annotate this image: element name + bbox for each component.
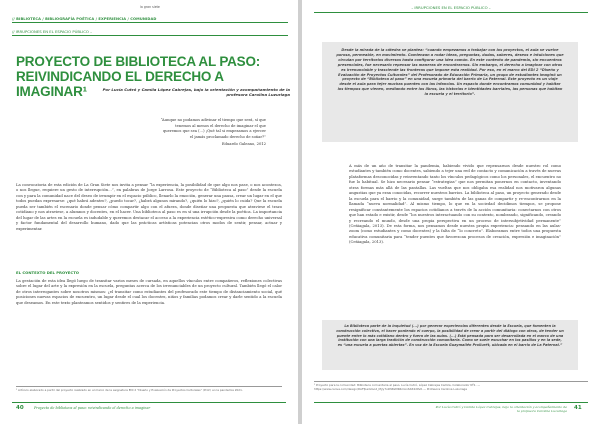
- right-page: [302, 0, 600, 424]
- footnote-divider: [16, 386, 282, 387]
- category-header: // BIBLIOTECA / BIBLIOGRAFÍA POÉTICA / EXPERIENCIA / COMUNIDAD: [12, 17, 288, 23]
- right-header-divider: [314, 12, 588, 13]
- right-footnote-divider: [314, 381, 588, 382]
- epigraph-source: Eduardo Galeano, 2012: [221, 142, 266, 147]
- right-section-header: – IRRUPCIONES EN EL ESPACIO PÚBLICO –: [411, 5, 491, 10]
- quote-box: La Biblioteca parte de la inquietud (...) por generar experiencias diferentes desde la Escuela, que fomenten la construcción colectiva, el hacer poniendo el cuerpo, la posibilidad de crear a partir del diálogo con otros, de tender un puente entre lo más cotidiano dentro y fuera de las aulas. (...) Está pensada para ser desarrollada en el marco de una institución con una larga tradición de construcción comunitaria. Como se suele escuchar en los pasillos y en la sede, es “una escuela a puertas abiertas”. En voz de la Escuela Guaymallén Prollurét, ubicada en el barrio de La Paternal.”: [322, 320, 578, 370]
- right-footer-authors: Por Lucía Cutró y Camila López Cabrejas, bajo la orientación y acompañamiento de la profesora Carolina Luzuriaga: [435, 405, 567, 413]
- right-body-paragraph: A más de un año de transitar la pandemia, habiendo vivido que repensarnos desde nuestro rol como estudiantes y también como docentes, sabiendo a tejer una red de contacto y comunicación a través de nuevas plataformas desconocidas y reinventando tanto los vínculos pedagógicos como los personales, el encuentro no fue lo habitual. Se hizo necesario pensar “estrategias” que nos permitan ponernos en contacto, inventando otras formas más allá de las pantallas. Las vueltas que nos obligaba esa realidad nos motivaron algunas angustias que ya eran conocidas, recorrer nuestros barrios. La biblioteca al paso, un proyecto generado desde la escuela para el barrio y la comunidad, surge también de las ganas de compartir y re-encontrarnos en la llamada “nueva normalidad”. Al mismo tiempo, lo que en la sociedad decidimos tiempos, se propone resignificar constantemente los espacios cotidianos a través de la acción comunitaria: conectarnos con otros que han estado e existir, desde “los nuestros interactuando con su contexto, nombrando, significando, creando y recreando el mundo, desde una propia perspectiva en un proceso de intersubjetividad permanente” (Ceñiagala, 2013). De esta forma, nos pensamos desde nuestra propia experiencia: pensando en las aulas-zoom (como estudiantes y como docentes) y la falta de “lo concreto”. Elaboramos entre todos una propuesta educativa comunitaria para “tender puentes que favorezcan procesos de creación, expresión e imaginación” (Ceñiagala, 2013).: [349, 164, 561, 245]
- article-title: PROYECTO DE BIBLIOTECA AL PASO: REIVINDICANDO EL DERECHO A IMAGINAR¹: [16, 54, 261, 99]
- right-page-number: 41: [574, 405, 582, 411]
- footer-title: Proyecto de biblioteca al paso: reivindicando el derecho a imaginar: [34, 406, 151, 410]
- article-authors: Por Lucía Cutró y Camila López Cabrejas, bajo la orientación y acompañamiento de la profesora Carolina Luzuriaga: [102, 87, 290, 97]
- running-header: la gran siete: [140, 5, 160, 9]
- context-paragraph: La gestación de esta idea llegó luego de transitar varios meses de cursada, en aquellos vínculos entre compañeros, reflexiones colectivas sobre el lugar del arte y la expresión en la escuela, preguntas acerca de los irrenunciables de un proyecto cultural. También llegó el calor de otros interrogantes sobre nosotros mismos: ¿el transitar como estudiantes del profesorado este tiempo de distanciamiento social, qué posiciones nuevas espacios de encuentro, un lugar desde el cual los docentes, niños y familias podamos crear y darle sentido a la escuela que deseamos. En este texto planteamos sentidos y sentires de la experiencia.: [16, 279, 282, 305]
- right-footnote: ¹ Proyecto para la comunidad: Biblioteca comunitaria al paso. Lucía Cutró, López Cabrejas Camila, Colaborador Nº1. — https://www.canva.com/design/DAFfpadxGo2_Mj/y7o9h8GMK6mAnSXZ4d0VA — Profesora Carolina Luzuriaga: [314, 383, 481, 391]
- right-footer-divider: [314, 402, 588, 403]
- intro-paragraph: La convocatoria de esta edición de La Gran Siete nos invita a pensar “la experiencia, la posibilidad de que algo nos pase, o nos acontezca, o nos llegue, requiere un gesto de interrupción...”, en palabras de Jorge Larrosa. Este proyecto de “Biblioteca al paso” desde la escuela con y para la comunidad nace del deseo de irrumpir en el espacio público, llenarlo la emoción, generar una pausa, crear un lugar en el que todos puedan expresarse: ¿qué habrá adentro?, ¿puedo tocar?, ¿habrá algunos mirando?, ¿quién lo hizo?, ¿quién lo cuida? Que la escuela pueda ser también el escenario donde pensar cómo compartir algo con el afuera, donde diseñar una propuesta que atraviese el trazo cotidiano y nos atraviese, a alumnos y docentes, en el hacer. Una biblioteca al paso es en sí una irrupción desde la poética. La importancia del lugar de las artes en la escuela es indudable y queremos destacar el acceso a la experiencia estético-expresiva como derecho universal y factor fundamental del desarrollo humano, dado que las prácticas artísticas potencian otros modos de sentir, pensar, actuar y experimentar.: [16, 183, 282, 231]
- section-subhead: EL CONTEXTO DEL PROYECTO: [16, 270, 80, 275]
- footnote: ¹ Artículo elaborado a partir del proyecto realizado en el marco de la asignatura EDI 2 “Diseño y Evaluación de Proyectos Culturales” (Prof.) en la pandemia 2021.: [16, 388, 243, 392]
- abstract-box: Desde la mirada de la cátedra se plantea: “cuando empezamos a trabajar con los proyectos, el aula se vuelve porosa, permeable, en movimiento. Comienzan a rodar ideas, preguntas, dudas, saberes, deseos e intuiciones que circulan por territorios diversos hasta configurar una idea común. En este contexto de pandemia, sin encuentros presenciales, fue necesario repensar las maneras de encontrarnos. Sin embargo, el derecho a imaginar con otros es irrenunciable y trasciende las fronteras que impone esta realidad. Por eso, en el marco del EDI 2 “Diseño y Evaluación de Proyectos Culturales” del Profesorado de Educación Primaria, un grupo de estudiantes imaginó un proyecto de “Biblioteca al paso” en una escuela primaria del barrio de La Paternal. Este proyecto es un viaje desde el aula para tejer muchas puentes con las infancias. Un espacio donde encontramos comunidad y habitar los tiempos que vienen, mediando entre los libros, las historias e identidades barriales, las personas que habitan la escuela y el territorio”.: [322, 42, 578, 142]
- footer-divider: [12, 402, 286, 403]
- left-page: [0, 0, 298, 424]
- epigraph: [160, 118, 266, 148]
- section-tag: // IRRUPCIONES EN EL ESPACIO PÚBLICO –: [12, 29, 288, 36]
- page-number: 40: [16, 405, 24, 411]
- epigraph-text: “Aunque no podamos adivinar el tiempo que será, sí que tenemos al menos el derecho de imaginar el que queremos que sea (...) ¡Qué tal si empezamos a ejercer el jamás proclamado derecho de soñar?”: [160, 118, 266, 139]
